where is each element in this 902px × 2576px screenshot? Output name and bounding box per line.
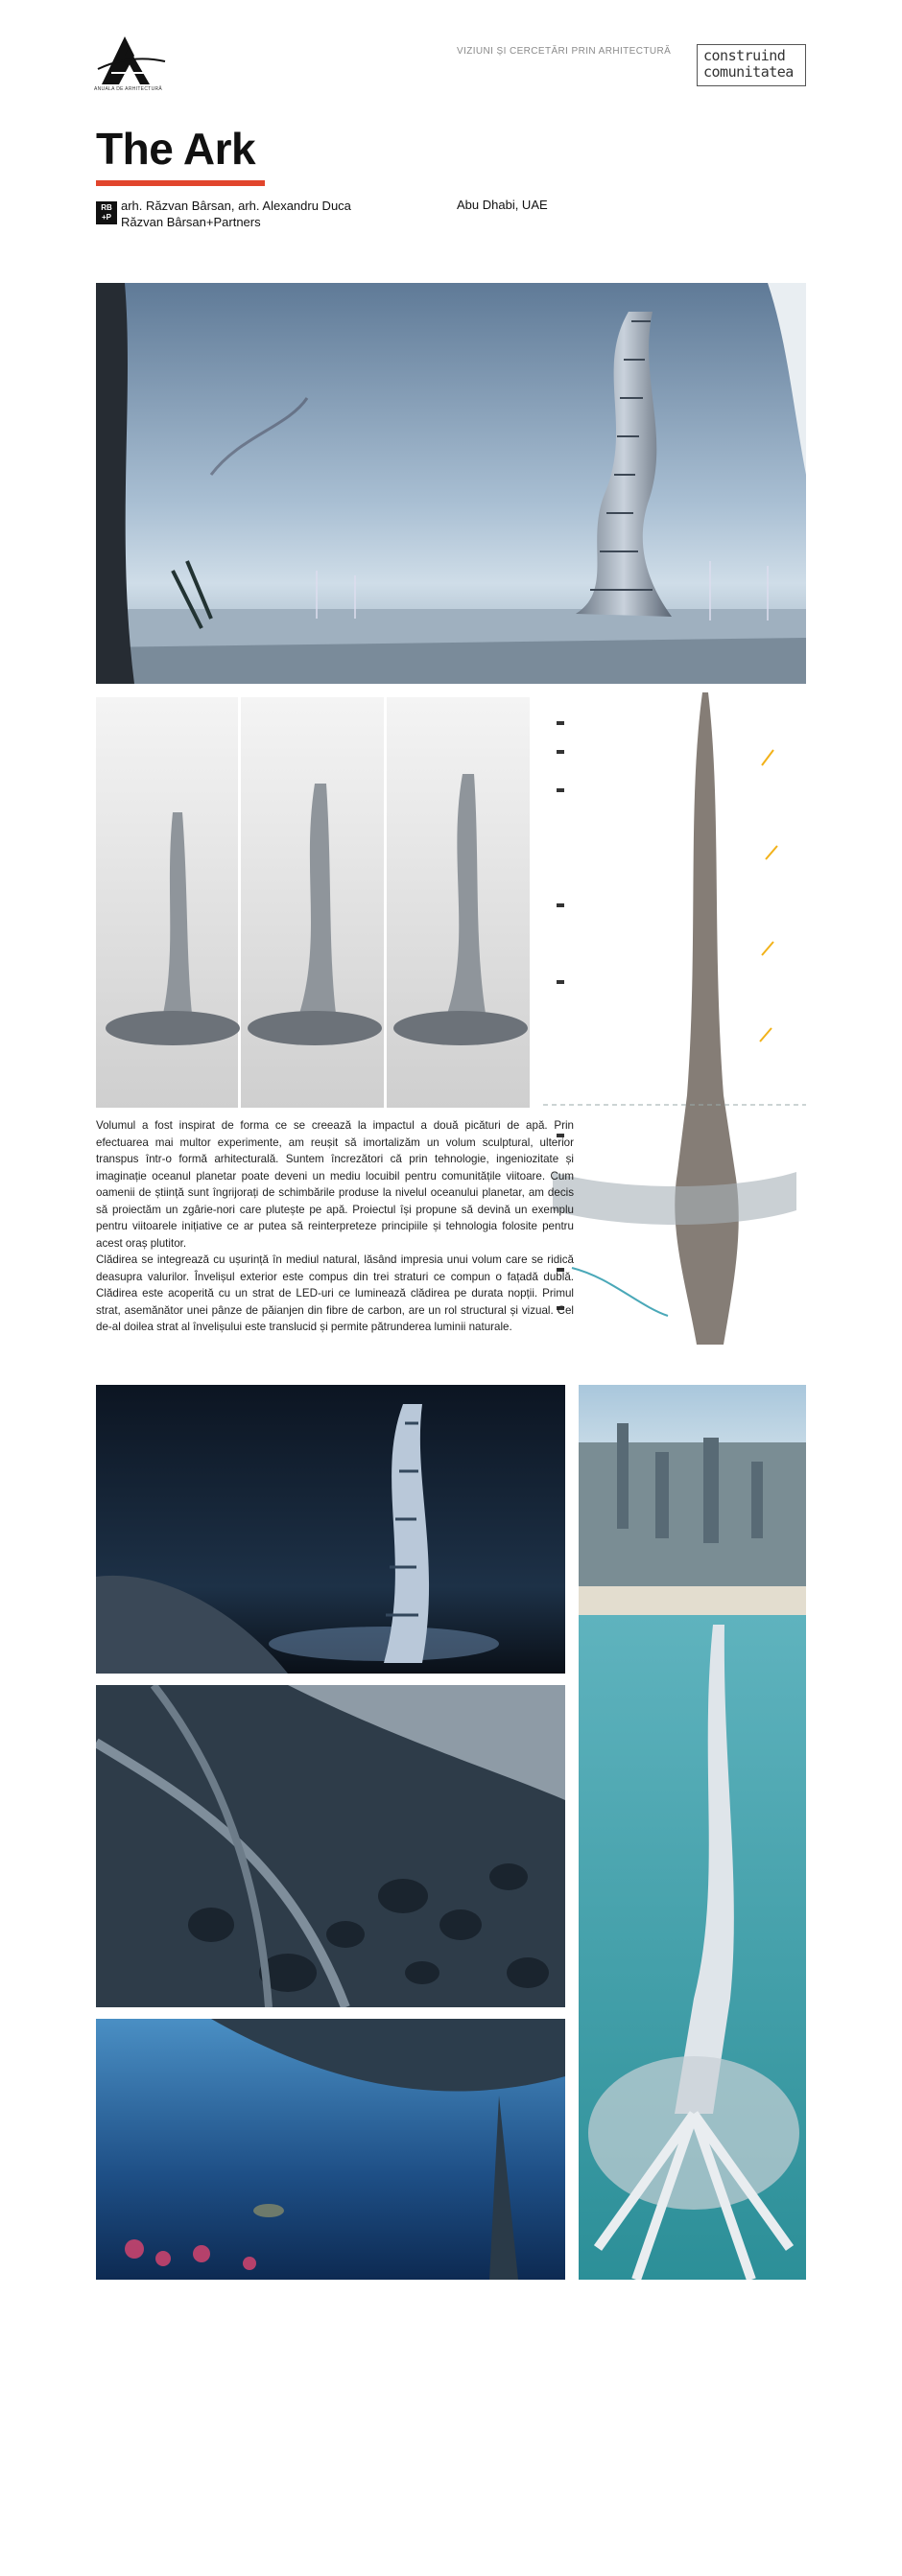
hero-rendering-image [96, 283, 806, 684]
description-paragraph-1: Volumul a fost inspirat de forma ce se creează la impactul a două picături de apă. Prin efectuarea mai multor experimente, am reușit să imortalizăm un volum sculptural, ulterior transpus într-o formă arhitecturală. Suntem încrezători că prin tehnologie, ingeniozitate și imaginație oceanul planetar poate deveni un mediu locuibil pentru comunitățile viitoare. Cum oamenii de știință sunt îngrijorați de schimbările produse la nivelul oceanului planetar, am decis să proiectăm un zgârie-nori care plutește pe apă. Proiectul își propune să devină un exemplu pentru viitoarele inițiative ce ar putea să reinterpreteze principiile și tehnologia folosite pentru acest oraș plutitor. [96, 1119, 574, 1250]
underwater-rendering-image [96, 2019, 565, 2280]
architects-firm: Răzvan Bârsan+Partners [121, 215, 261, 229]
construim-line-2: comunitatea [703, 63, 794, 81]
description-paragraph-2: Clădirea se integrează cu ușurință în mediul natural, lăsând impresia unui volum care se ridică deasupra valurilor. Învelișul exterior este compus din trei straturi ce compun o fațadă dublă. Clădirea este acoperită cu un strat de LED-uri ce luminează clădirea pe durata nopții. Primul strat, asemănător unei pânze de păianjen din fibre de carbon, are un rol structural și vizual. Cel de-al doilea strat al învelișului este translucid și permite pătrunderea luminii naturale. [96, 1253, 574, 1333]
publication-logo [96, 29, 167, 92]
lattice-interior-image [96, 1685, 565, 2007]
project-location: Abu Dhabi, UAE [457, 198, 548, 212]
logo-caption: ANUALA DE ARHITECTURĂ [94, 86, 163, 92]
title-accent-rule [96, 180, 265, 186]
construim-comunitatea-logo [697, 44, 806, 86]
architects-names: arh. Răzvan Bârsan, arh. Alexandru Duca [121, 199, 351, 213]
project-architects [121, 198, 351, 230]
publication-tagline: VIZIUNI ȘI CERCETĂRI PRIN ARHITECTURĂ [457, 46, 672, 57]
section-diagram-image [543, 692, 806, 1354]
firm-badge [96, 201, 117, 224]
project-description [96, 1117, 574, 1336]
firm-badge-line-2: +P [101, 213, 111, 222]
firm-badge-line-1: RB [101, 203, 112, 212]
form-evolution-triptych-image [96, 697, 530, 1108]
construim-line-1: construind [703, 47, 786, 64]
aerial-rendering-image [579, 1385, 806, 2280]
night-rendering-image [96, 1385, 565, 1674]
project-title: The Ark [96, 124, 256, 174]
